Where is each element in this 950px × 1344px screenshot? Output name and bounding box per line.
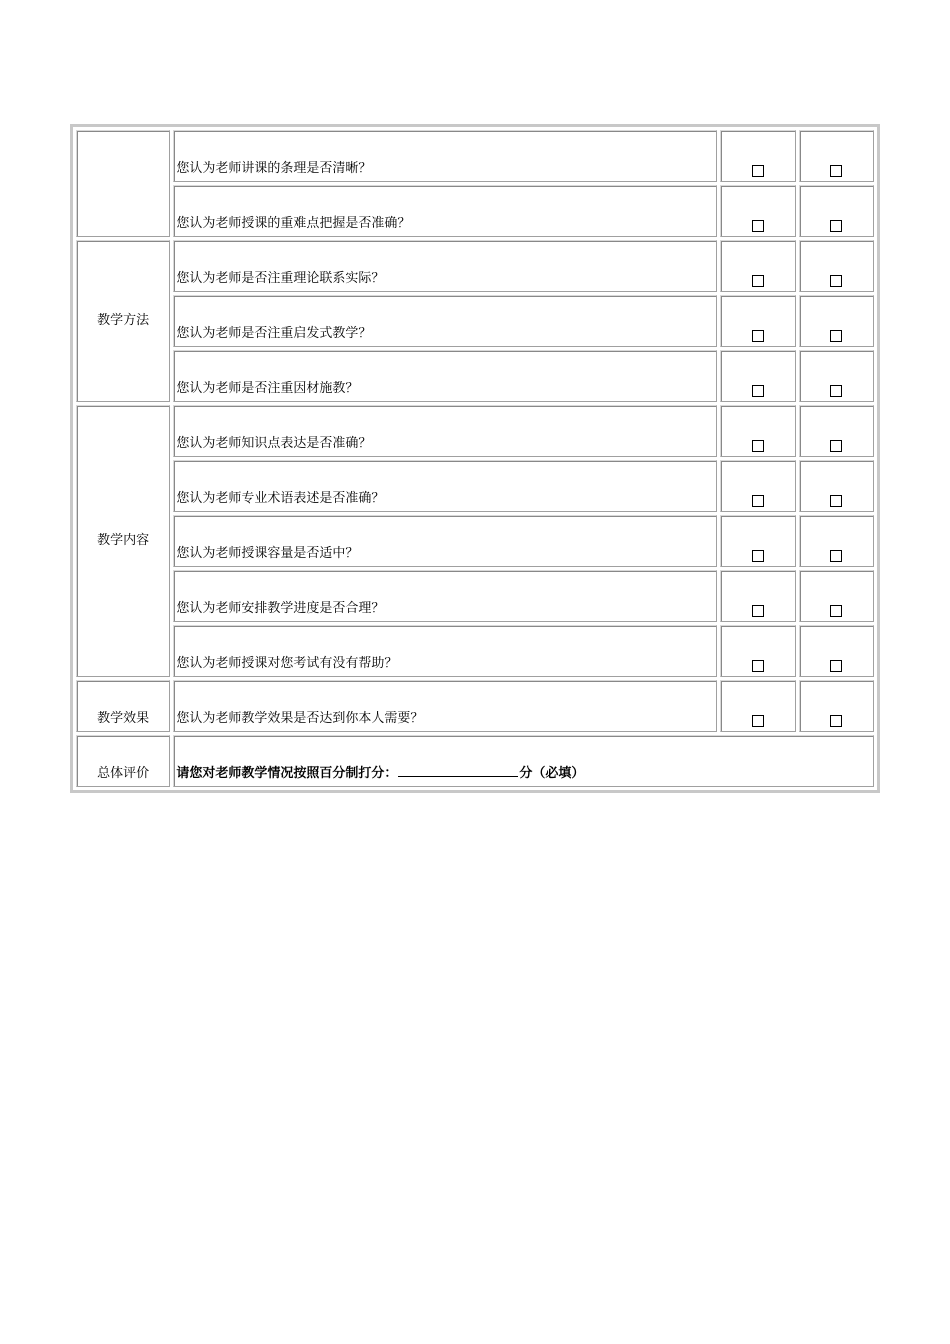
score-input-line[interactable] bbox=[398, 762, 518, 777]
option-cell bbox=[799, 405, 874, 457]
checkbox-option-2[interactable] bbox=[830, 440, 842, 452]
checkbox-option-1[interactable] bbox=[752, 330, 764, 342]
checkbox-option-1[interactable] bbox=[752, 220, 764, 232]
question-text: 您认为老师是否注重因材施教？ bbox=[173, 350, 717, 402]
category-teaching-effect: 教学效果 bbox=[76, 680, 170, 732]
evaluation-table bbox=[70, 124, 880, 793]
option-cell bbox=[720, 295, 795, 347]
checkbox-option-1[interactable] bbox=[752, 165, 764, 177]
table-row bbox=[76, 295, 874, 347]
checkbox-option-1[interactable] bbox=[752, 605, 764, 617]
table-row bbox=[76, 460, 874, 512]
checkbox-option-2[interactable] bbox=[830, 715, 842, 727]
question-text: 您认为老师授课容量是否适中？ bbox=[173, 515, 717, 567]
option-cell bbox=[720, 240, 795, 292]
option-cell bbox=[799, 130, 874, 182]
table-row bbox=[76, 680, 874, 732]
score-prompt: 请您对老师教学情况按照百分制打分： bbox=[176, 766, 398, 781]
option-cell bbox=[799, 515, 874, 567]
checkbox-option-2[interactable] bbox=[830, 275, 842, 287]
category-cell bbox=[76, 130, 170, 237]
question-text: 您认为老师授课的重难点把握是否准确？ bbox=[173, 185, 717, 237]
option-cell bbox=[799, 185, 874, 237]
checkbox-option-1[interactable] bbox=[752, 660, 764, 672]
category-teaching-content: 教学内容 bbox=[76, 405, 170, 677]
question-text: 您认为老师专业术语表述是否准确？ bbox=[173, 460, 717, 512]
checkbox-option-1[interactable] bbox=[752, 715, 764, 727]
checkbox-option-2[interactable] bbox=[830, 330, 842, 342]
question-text: 您认为老师授课对您考试有没有帮助？ bbox=[173, 625, 717, 677]
checkbox-option-1[interactable] bbox=[752, 440, 764, 452]
option-cell bbox=[720, 185, 795, 237]
checkbox-option-2[interactable] bbox=[830, 165, 842, 177]
checkbox-option-1[interactable] bbox=[752, 385, 764, 397]
option-cell bbox=[720, 130, 795, 182]
table-row bbox=[76, 405, 874, 457]
score-suffix: 分（必填） bbox=[519, 766, 585, 781]
table-row bbox=[76, 515, 874, 567]
option-cell bbox=[720, 460, 795, 512]
option-cell bbox=[799, 295, 874, 347]
table-row bbox=[76, 350, 874, 402]
option-cell bbox=[799, 570, 874, 622]
checkbox-option-2[interactable] bbox=[830, 385, 842, 397]
option-cell bbox=[799, 625, 874, 677]
checkbox-option-2[interactable] bbox=[830, 660, 842, 672]
checkbox-option-1[interactable] bbox=[752, 495, 764, 507]
question-text: 您认为老师安排教学进度是否合理？ bbox=[173, 570, 717, 622]
option-cell bbox=[799, 240, 874, 292]
summary-row bbox=[76, 735, 874, 787]
question-text: 您认为老师讲课的条理是否清晰？ bbox=[173, 130, 717, 182]
checkbox-option-2[interactable] bbox=[830, 605, 842, 617]
table-row bbox=[76, 570, 874, 622]
option-cell bbox=[720, 625, 795, 677]
option-cell bbox=[720, 680, 795, 732]
question-text: 您认为老师是否注重启发式教学？ bbox=[173, 295, 717, 347]
question-text: 您认为老师教学效果是否达到你本人需要？ bbox=[173, 680, 717, 732]
table-row bbox=[76, 625, 874, 677]
table-row bbox=[76, 240, 874, 292]
option-cell bbox=[799, 680, 874, 732]
question-text: 您认为老师是否注重理论联系实际？ bbox=[173, 240, 717, 292]
checkbox-option-1[interactable] bbox=[752, 550, 764, 562]
table-row bbox=[76, 185, 874, 237]
checkbox-option-2[interactable] bbox=[830, 550, 842, 562]
checkbox-option-2[interactable] bbox=[830, 220, 842, 232]
checkbox-option-2[interactable] bbox=[830, 495, 842, 507]
option-cell bbox=[720, 405, 795, 457]
category-teaching-method: 教学方法 bbox=[76, 240, 170, 402]
category-overall: 总体评价 bbox=[76, 735, 170, 787]
option-cell bbox=[799, 350, 874, 402]
option-cell bbox=[720, 515, 795, 567]
overall-score-cell bbox=[173, 735, 874, 787]
table-row bbox=[76, 130, 874, 182]
checkbox-option-1[interactable] bbox=[752, 275, 764, 287]
option-cell bbox=[799, 460, 874, 512]
option-cell bbox=[720, 570, 795, 622]
option-cell bbox=[720, 350, 795, 402]
question-text: 您认为老师知识点表达是否准确？ bbox=[173, 405, 717, 457]
